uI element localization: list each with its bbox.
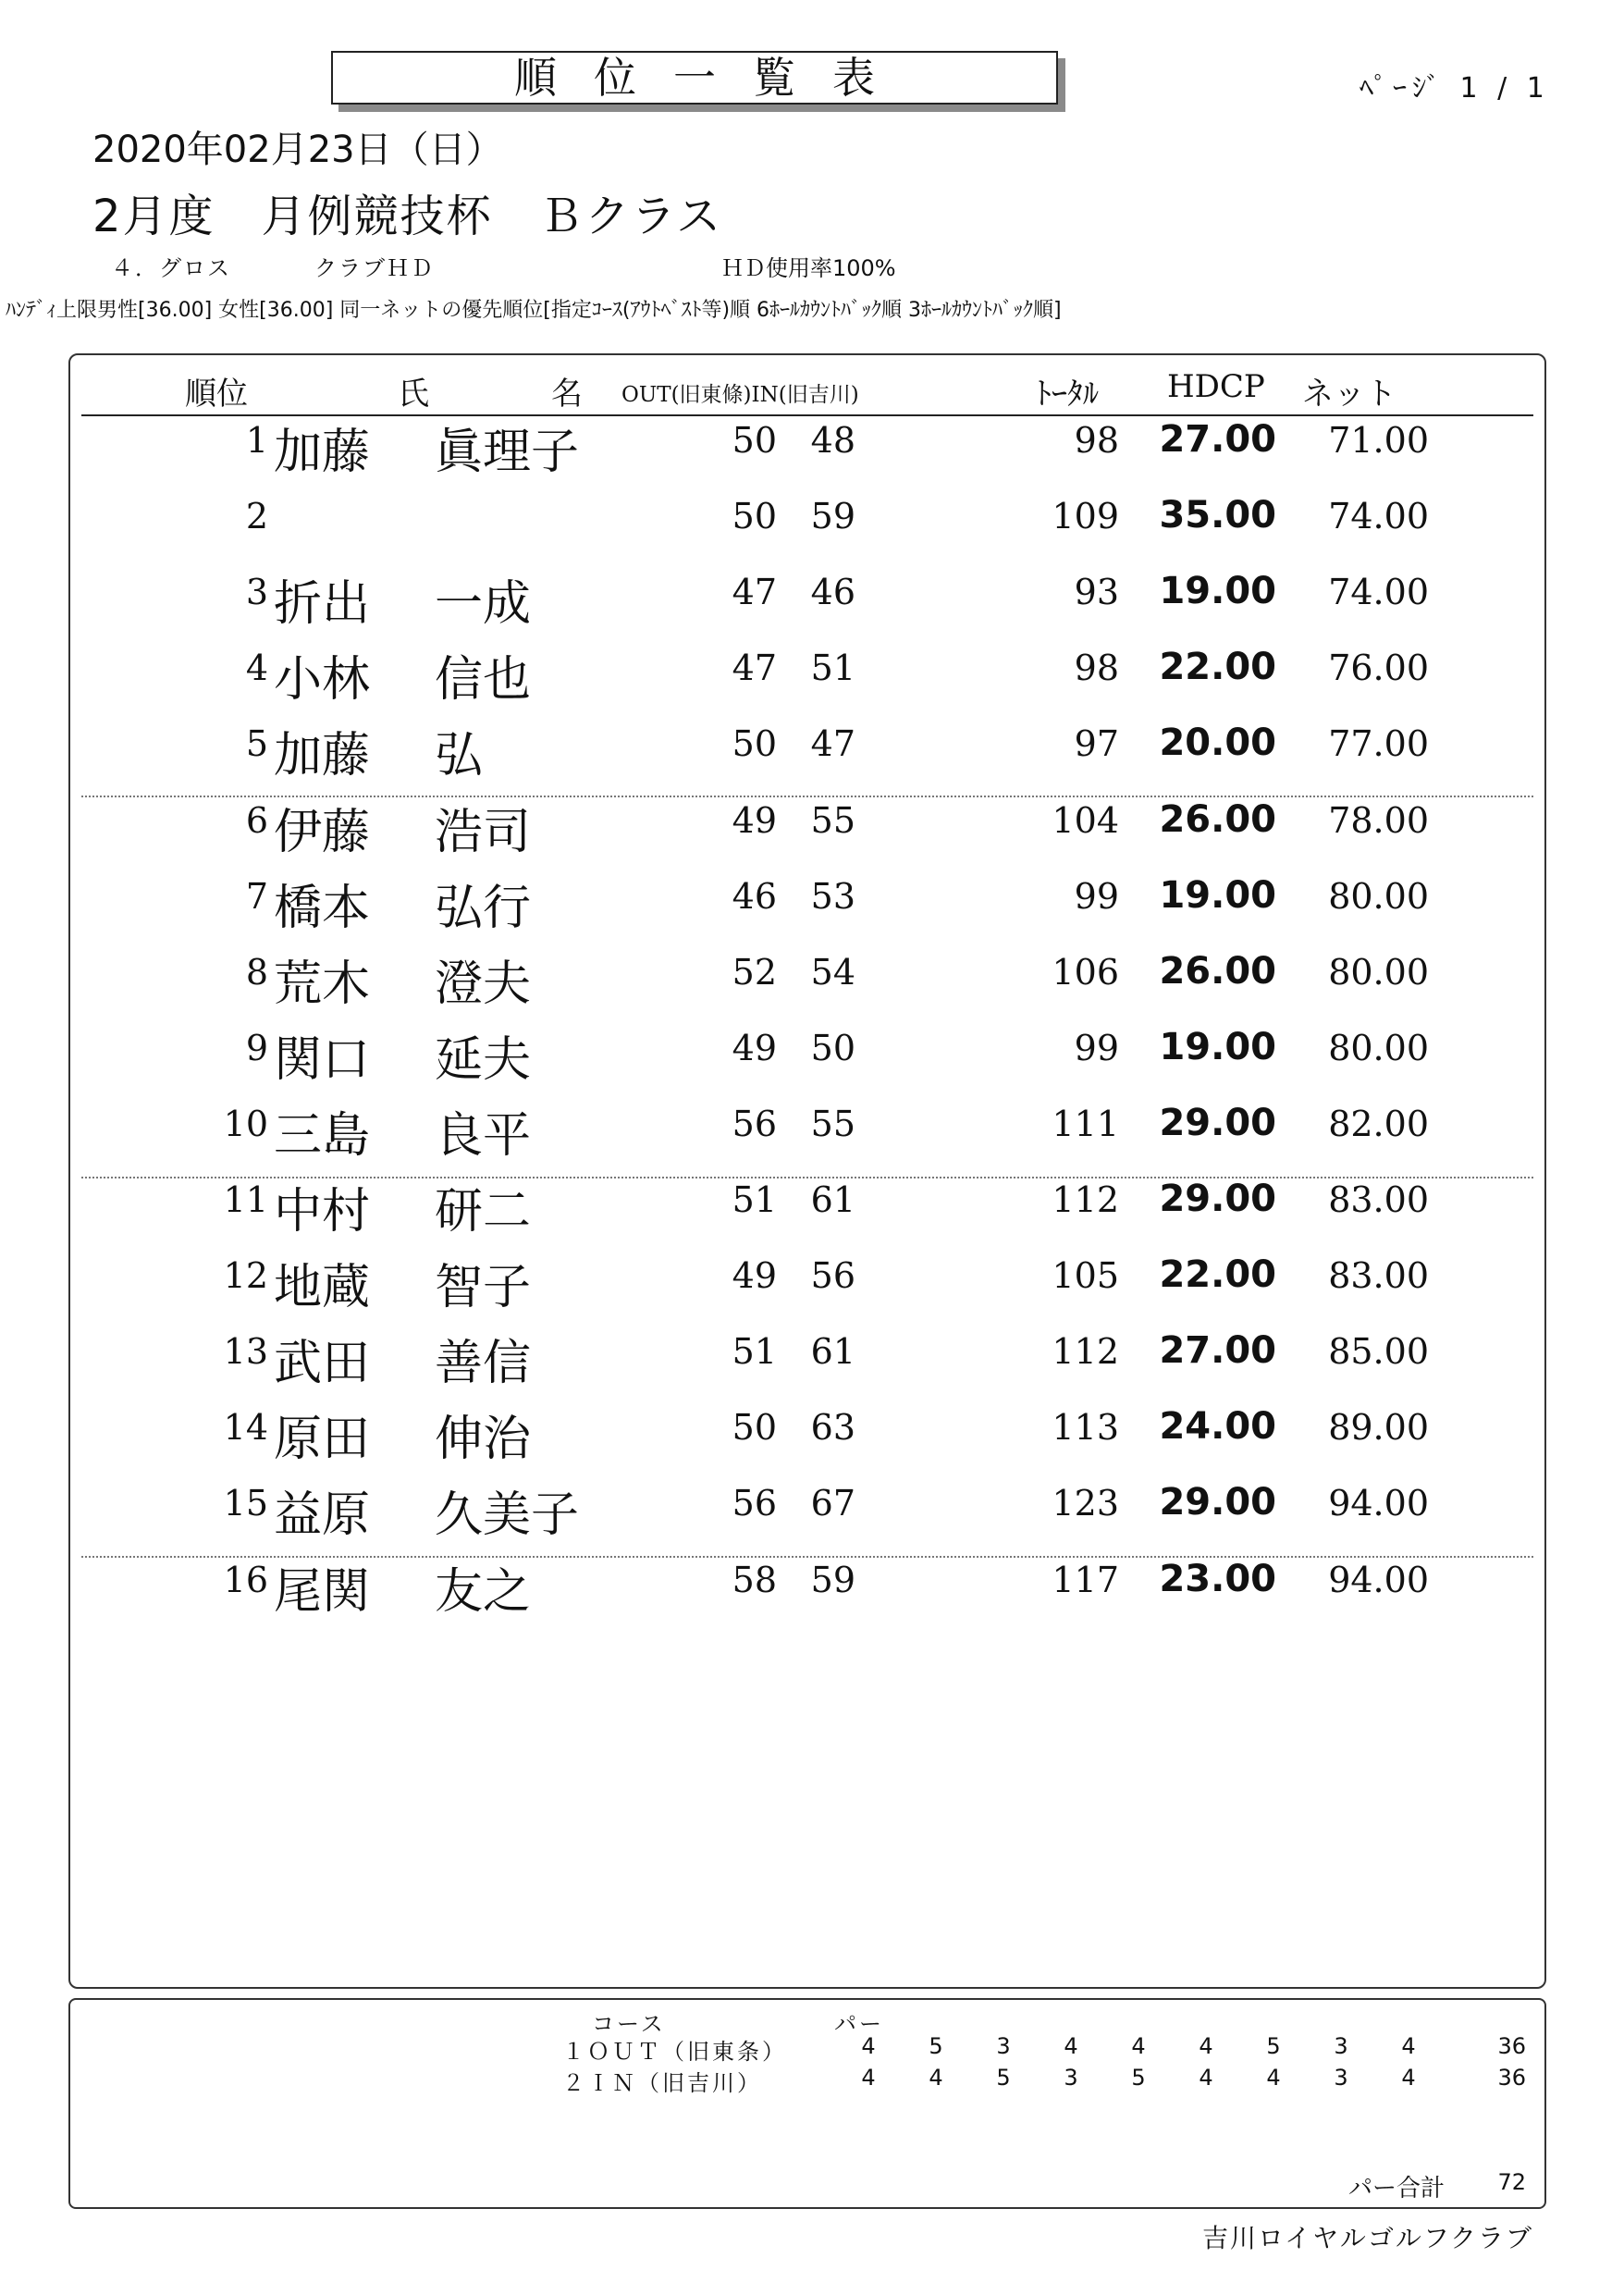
out-score-cell: 49 [732, 1027, 777, 1068]
rank-cell: 6 [245, 799, 268, 841]
net-score-cell: 85.00 [1328, 1331, 1429, 1373]
par-col-par: パー [834, 2011, 884, 2037]
par-hole-value: 4 [861, 2065, 876, 2091]
handicap-type: クラブＨＤ [314, 255, 435, 281]
par-course-total: 36 [1497, 2033, 1526, 2059]
event-name: 2月度 月例競技杯 Ｂクラス [92, 191, 723, 242]
net-score-cell: 94.00 [1328, 1559, 1429, 1600]
net-score-cell: 76.00 [1328, 648, 1429, 689]
total-score-cell: 112 [1052, 1179, 1119, 1220]
given-name-cell: 久美子 [435, 1487, 580, 1544]
rank-cell: 14 [223, 1407, 268, 1449]
in-score-cell: 61 [810, 1331, 855, 1373]
out-score-cell: 49 [732, 799, 777, 841]
rank-cell: 10 [223, 1103, 268, 1144]
total-score-cell: 99 [1074, 875, 1119, 917]
surname-cell: 尾関 [274, 1563, 371, 1620]
net-score-cell: 80.00 [1328, 875, 1429, 917]
col-net: ネット [1302, 376, 1396, 413]
table-row [0, 1091, 1624, 1166]
in-score-cell: 51 [810, 648, 855, 689]
table-row [0, 407, 1624, 483]
hdcp-cell: 26.00 [1159, 797, 1276, 841]
out-score-cell: 47 [732, 572, 777, 613]
table-row [0, 1015, 1624, 1091]
surname-cell: 折出 [274, 576, 371, 633]
net-score-cell: 80.00 [1328, 1027, 1429, 1068]
col-name-surname: 氏 [398, 376, 429, 413]
group-separator [81, 1177, 1533, 1178]
total-score-cell: 97 [1074, 723, 1119, 765]
rank-cell: 4 [245, 648, 268, 689]
surname-cell: 地蔵 [274, 1260, 371, 1316]
surname-cell: 武田 [274, 1336, 371, 1392]
surname-cell: 加藤 [274, 728, 371, 784]
given-name-cell: 弘行 [435, 880, 532, 936]
par-hole-value: 4 [1131, 2033, 1146, 2059]
total-score-cell: 106 [1052, 951, 1119, 993]
hdcp-cell: 29.00 [1159, 1178, 1276, 1220]
rank-cell: 12 [223, 1255, 268, 1297]
hdcp-cell: 24.00 [1159, 1405, 1276, 1449]
group-separator [81, 796, 1533, 797]
rank-cell: 9 [245, 1027, 268, 1068]
handicap-rate: ＨＤ使用率100% [721, 255, 896, 281]
rank-cell: 11 [223, 1179, 268, 1220]
par-hole-value: 4 [1401, 2033, 1416, 2059]
in-score-cell: 59 [810, 496, 855, 537]
in-score-cell: 59 [810, 1559, 855, 1600]
hdcp-cell: 27.00 [1159, 1329, 1276, 1373]
out-score-cell: 49 [732, 1255, 777, 1297]
par-hole-value: 5 [929, 2033, 943, 2059]
given-name-cell: 弘 [435, 728, 484, 784]
table-row [0, 635, 1624, 710]
out-score-cell: 51 [732, 1179, 777, 1220]
given-name-cell: 善信 [435, 1336, 532, 1392]
par-course-label: １ＯＵＴ（旧東条） [562, 2039, 787, 2065]
in-score-cell: 48 [810, 420, 855, 461]
total-score-cell: 99 [1074, 1027, 1119, 1068]
col-total: ﾄｰﾀﾙ [1036, 376, 1099, 413]
total-score-cell: 112 [1052, 1331, 1119, 1373]
par-hole-value: 3 [1334, 2033, 1348, 2059]
rank-cell: 2 [245, 496, 268, 537]
table-row [0, 863, 1624, 939]
scoring-type: ４．グロス [111, 255, 231, 281]
out-score-cell: 51 [732, 1331, 777, 1373]
par-course-total: 36 [1497, 2065, 1526, 2091]
net-score-cell: 71.00 [1328, 420, 1429, 461]
col-rank: 順位 [185, 376, 248, 413]
total-score-cell: 98 [1074, 648, 1119, 689]
total-score-cell: 105 [1052, 1255, 1119, 1297]
net-score-cell: 83.00 [1328, 1255, 1429, 1297]
surname-cell: 中村 [274, 1184, 371, 1240]
par-table [68, 1998, 1546, 2209]
col-hdcp: HDCP [1167, 368, 1265, 405]
given-name-cell: 浩司 [435, 804, 532, 860]
surname-cell: 小林 [274, 652, 371, 709]
par-hole-value: 3 [1334, 2065, 1348, 2091]
surname-cell: 荒木 [274, 956, 371, 1012]
hdcp-cell: 29.00 [1159, 1101, 1276, 1144]
rank-cell: 8 [245, 951, 268, 993]
table-row [0, 1394, 1624, 1470]
page-number: ﾍﾟｰｼﾞ 1 / 1 [1359, 72, 1550, 105]
par-hole-value: 4 [1266, 2065, 1281, 2091]
total-score-cell: 111 [1052, 1103, 1119, 1144]
net-score-cell: 74.00 [1328, 572, 1429, 613]
par-hole-value: 4 [861, 2033, 876, 2059]
out-score-cell: 50 [732, 1407, 777, 1449]
event-date: 2020年02月23日（日） [92, 129, 503, 171]
net-score-cell: 89.00 [1328, 1407, 1429, 1449]
in-score-cell: 55 [810, 799, 855, 841]
surname-cell: 益原 [274, 1487, 371, 1544]
net-score-cell: 80.00 [1328, 951, 1429, 993]
hdcp-cell: 19.00 [1159, 570, 1276, 613]
col-courses: OUT(旧東條)IN(旧吉川) [621, 383, 859, 407]
par-hole-value: 3 [1064, 2065, 1078, 2091]
surname-cell: 関口 [274, 1031, 371, 1088]
table-row [0, 559, 1624, 635]
total-score-cell: 113 [1052, 1407, 1119, 1449]
rank-cell: 5 [245, 723, 268, 765]
out-score-cell: 58 [732, 1559, 777, 1600]
total-score-cell: 109 [1052, 496, 1119, 537]
par-sum-label: パー合計 [1348, 2175, 1446, 2202]
total-score-cell: 123 [1052, 1483, 1119, 1524]
table-row [0, 787, 1624, 863]
total-score-cell: 117 [1052, 1559, 1119, 1600]
par-hole-value: 4 [1064, 2033, 1078, 2059]
given-name-cell: 良平 [435, 1107, 532, 1164]
out-score-cell: 50 [732, 723, 777, 765]
in-score-cell: 67 [810, 1483, 855, 1524]
in-score-cell: 54 [810, 951, 855, 993]
par-hole-value: 3 [996, 2033, 1011, 2059]
in-score-cell: 56 [810, 1255, 855, 1297]
hdcp-cell: 23.00 [1159, 1557, 1276, 1600]
rank-cell: 1 [245, 420, 268, 461]
par-course-label: ２ＩＮ（旧吉川） [562, 2070, 762, 2096]
hdcp-cell: 29.00 [1159, 1481, 1276, 1524]
table-row [0, 483, 1624, 559]
given-name-cell: 澄夫 [435, 956, 532, 1012]
given-name-cell: 延夫 [435, 1031, 532, 1088]
hdcp-cell: 22.00 [1159, 646, 1276, 689]
par-hole-value: 4 [1199, 2033, 1213, 2059]
out-score-cell: 50 [732, 496, 777, 537]
par-hole-value: 4 [1401, 2065, 1416, 2091]
given-name-cell: 信也 [435, 652, 532, 709]
given-name-cell: 伸治 [435, 1412, 532, 1468]
hdcp-cell: 19.00 [1159, 873, 1276, 917]
table-row [0, 710, 1624, 786]
hdcp-cell: 20.00 [1159, 722, 1276, 765]
net-score-cell: 74.00 [1328, 496, 1429, 537]
par-hole-value: 4 [1199, 2065, 1213, 2091]
total-score-cell: 104 [1052, 799, 1119, 841]
tiebreak-rule: ﾊﾝﾃﾞｨ上限男性[36.00] 女性[36.00] 同一ネットの優先順位[指定ｺｰｽ(ｱｳﾄﾍﾞｽﾄ等)順 6ﾎｰﾙｶｳﾝﾄﾊﾞｯｸ順 3ﾎｰﾙｶｳﾝﾄﾊﾞｯｸ順] [6, 299, 1062, 322]
rank-cell: 3 [245, 572, 268, 613]
in-score-cell: 46 [810, 572, 855, 613]
given-name-cell: 友之 [435, 1563, 532, 1620]
table-row [0, 1242, 1624, 1318]
net-score-cell: 77.00 [1328, 723, 1429, 765]
surname-cell: 原田 [274, 1412, 371, 1468]
club-name: 吉川ロイヤルゴルフクラブ [1202, 2223, 1534, 2253]
in-score-cell: 61 [810, 1179, 855, 1220]
given-name-cell: 眞理子 [435, 425, 580, 480]
rank-cell: 15 [223, 1483, 268, 1524]
rank-cell: 7 [245, 875, 268, 917]
col-name-given: 名 [551, 376, 583, 413]
table-row [0, 1470, 1624, 1546]
net-score-cell: 94.00 [1328, 1483, 1429, 1524]
out-score-cell: 47 [732, 648, 777, 689]
net-score-cell: 83.00 [1328, 1179, 1429, 1220]
in-score-cell: 53 [810, 875, 855, 917]
out-score-cell: 50 [732, 420, 777, 461]
table-row [0, 1318, 1624, 1394]
net-score-cell: 78.00 [1328, 799, 1429, 841]
page-title: 順位一覧表 [514, 53, 912, 103]
hdcp-cell: 27.00 [1159, 418, 1276, 461]
out-score-cell: 56 [732, 1483, 777, 1524]
par-sum-value: 72 [1497, 2169, 1526, 2195]
hdcp-cell: 19.00 [1159, 1025, 1276, 1068]
out-score-cell: 52 [732, 951, 777, 993]
par-hole-value: 5 [996, 2065, 1011, 2091]
in-score-cell: 63 [810, 1407, 855, 1449]
given-name-cell: 智子 [435, 1260, 532, 1316]
par-hole-value: 5 [1266, 2033, 1281, 2059]
rank-cell: 13 [223, 1331, 268, 1373]
total-score-cell: 93 [1074, 572, 1119, 613]
group-separator [81, 1556, 1533, 1558]
par-hole-value: 4 [929, 2065, 943, 2091]
hdcp-cell: 26.00 [1159, 949, 1276, 993]
surname-cell: 橋本 [274, 880, 371, 936]
par-col-course: コース [592, 2011, 666, 2037]
rank-cell: 16 [223, 1559, 268, 1600]
hdcp-cell: 35.00 [1159, 494, 1276, 537]
in-score-cell: 47 [810, 723, 855, 765]
par-hole-value: 5 [1131, 2065, 1146, 2091]
total-score-cell: 98 [1074, 420, 1119, 461]
table-row [0, 939, 1624, 1015]
surname-cell: 伊藤 [274, 804, 371, 860]
in-score-cell: 55 [810, 1103, 855, 1144]
net-score-cell: 82.00 [1328, 1103, 1429, 1144]
out-score-cell: 46 [732, 875, 777, 917]
surname-cell: 加藤 [274, 425, 371, 480]
given-name-cell: 一成 [435, 576, 532, 633]
surname-cell: 三島 [274, 1107, 371, 1164]
out-score-cell: 56 [732, 1103, 777, 1144]
in-score-cell: 50 [810, 1027, 855, 1068]
hdcp-cell: 22.00 [1159, 1253, 1276, 1297]
given-name-cell: 研二 [435, 1184, 532, 1240]
